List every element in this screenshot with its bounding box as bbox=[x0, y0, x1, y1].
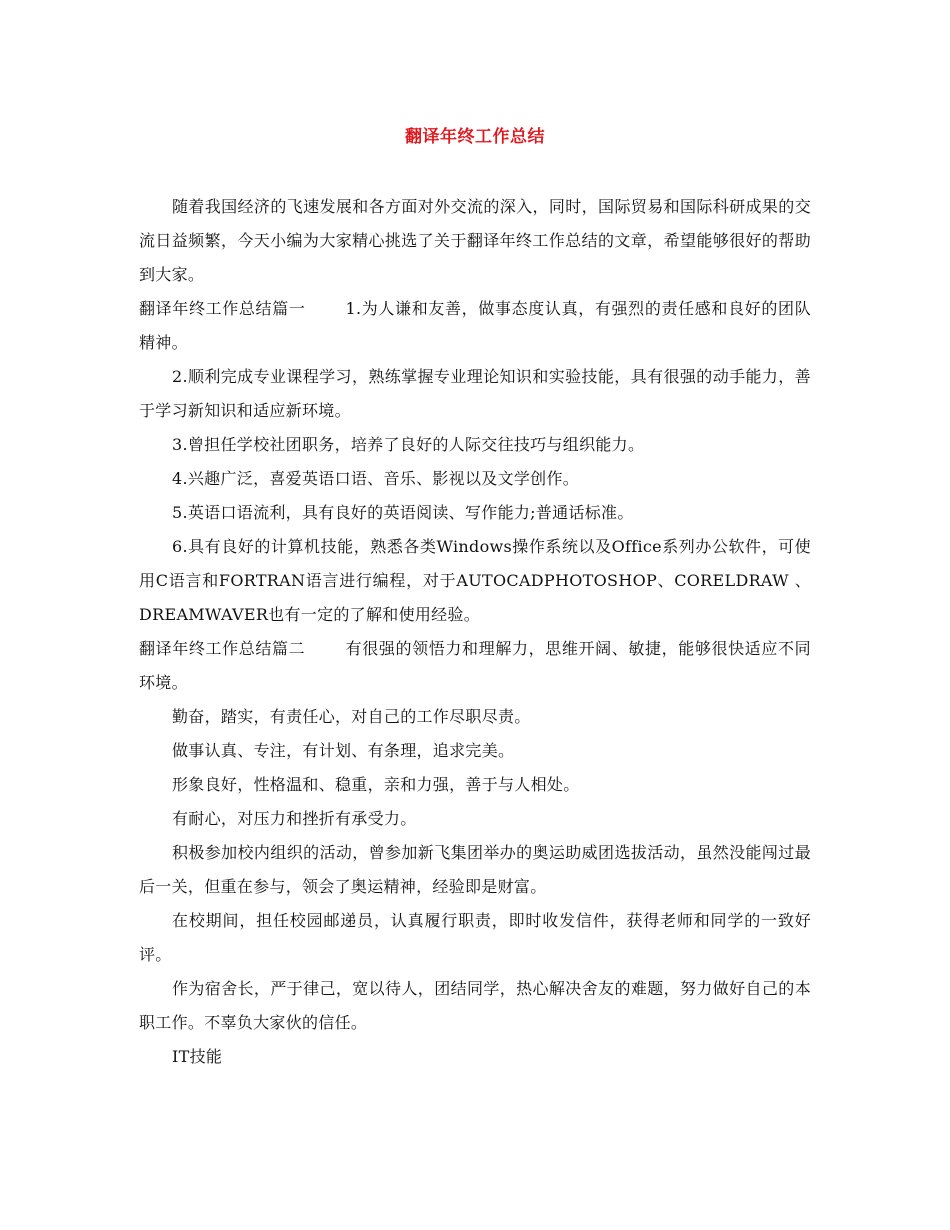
section2-item-4: 形象良好，性格温和、稳重，亲和力强，善于与人相处。 bbox=[172, 775, 580, 794]
document-body bbox=[139, 190, 811, 1074]
section1-first-paragraph bbox=[139, 292, 811, 360]
section2-item-1: 有很强的领悟力和理解力，思维开阔、敏捷，能够很快适应不同环境。 bbox=[139, 639, 811, 692]
section2-heading: 翻译年终工作总结篇二 bbox=[139, 639, 306, 658]
section1-item-3: 3.曾担任学校社团职务，培养了良好的人际交往技巧与组织能力。 bbox=[172, 435, 645, 454]
section2-item-8: 作为宿舍长，严于律己，宽以待人，团结同学，热心解决舍友的难题，努力做好自己的本职工作。不辜负大家伙的信任。 bbox=[139, 979, 811, 1032]
section1-item-6: 6.具有良好的计算机技能，熟悉各类Windows操作系统以及Office系列办公软件，可使用C语言和FORTRAN语言进行编程，对于AUTOCADPHOTOSHOP、CORELDRAW 、DREAMWAVER也有一定的了解和使用经验。 bbox=[139, 537, 811, 624]
section2-item-9: IT技能 bbox=[172, 1047, 223, 1066]
section2-item-2: 勤奋，踏实，有责任心，对自己的工作尽职尽责。 bbox=[172, 707, 531, 726]
section2-first-paragraph bbox=[139, 632, 811, 700]
section1-heading: 翻译年终工作总结篇一 bbox=[139, 299, 306, 318]
document-title: 翻译年终工作总结 bbox=[405, 127, 545, 147]
section2-item-5: 有耐心，对压力和挫折有承受力。 bbox=[172, 809, 417, 828]
section2-item-7: 在校期间，担任校园邮递员，认真履行职责，即时收发信件，获得老师和同学的一致好评。 bbox=[139, 911, 811, 964]
section1-item-4: 4.兴趣广泛，喜爱英语口语、音乐、影视以及文学创作。 bbox=[172, 469, 580, 488]
section1-item-5: 5.英语口语流利，具有良好的英语阅读、写作能力;普通话标准。 bbox=[172, 503, 634, 522]
section2-item-3: 做事认真、专注，有计划、有条理，追求完美。 bbox=[172, 741, 515, 760]
intro-paragraph: 随着我国经济的飞速发展和各方面对外交流的深入，同时，国际贸易和国际科研成果的交流日益频繁，今天小编为大家精心挑选了关于翻译年终工作总结的文章，希望能够很好的帮助到大家。 bbox=[139, 197, 811, 284]
section1-item-2: 2.顺利完成专业课程学习，熟练掌握专业理论知识和实验技能，具有很强的动手能力，善于学习新知识和适应新环境。 bbox=[139, 367, 811, 420]
section2-item-6: 积极参加校内组织的活动，曾参加新飞集团举办的奥运助威团选拔活动，虽然没能闯过最后一关，但重在参与，领会了奥运精神，经验即是财富。 bbox=[139, 843, 811, 896]
section1-item-1: 1.为人谦和友善，做事态度认真，有强烈的责任感和良好的团队精神。 bbox=[139, 299, 811, 352]
